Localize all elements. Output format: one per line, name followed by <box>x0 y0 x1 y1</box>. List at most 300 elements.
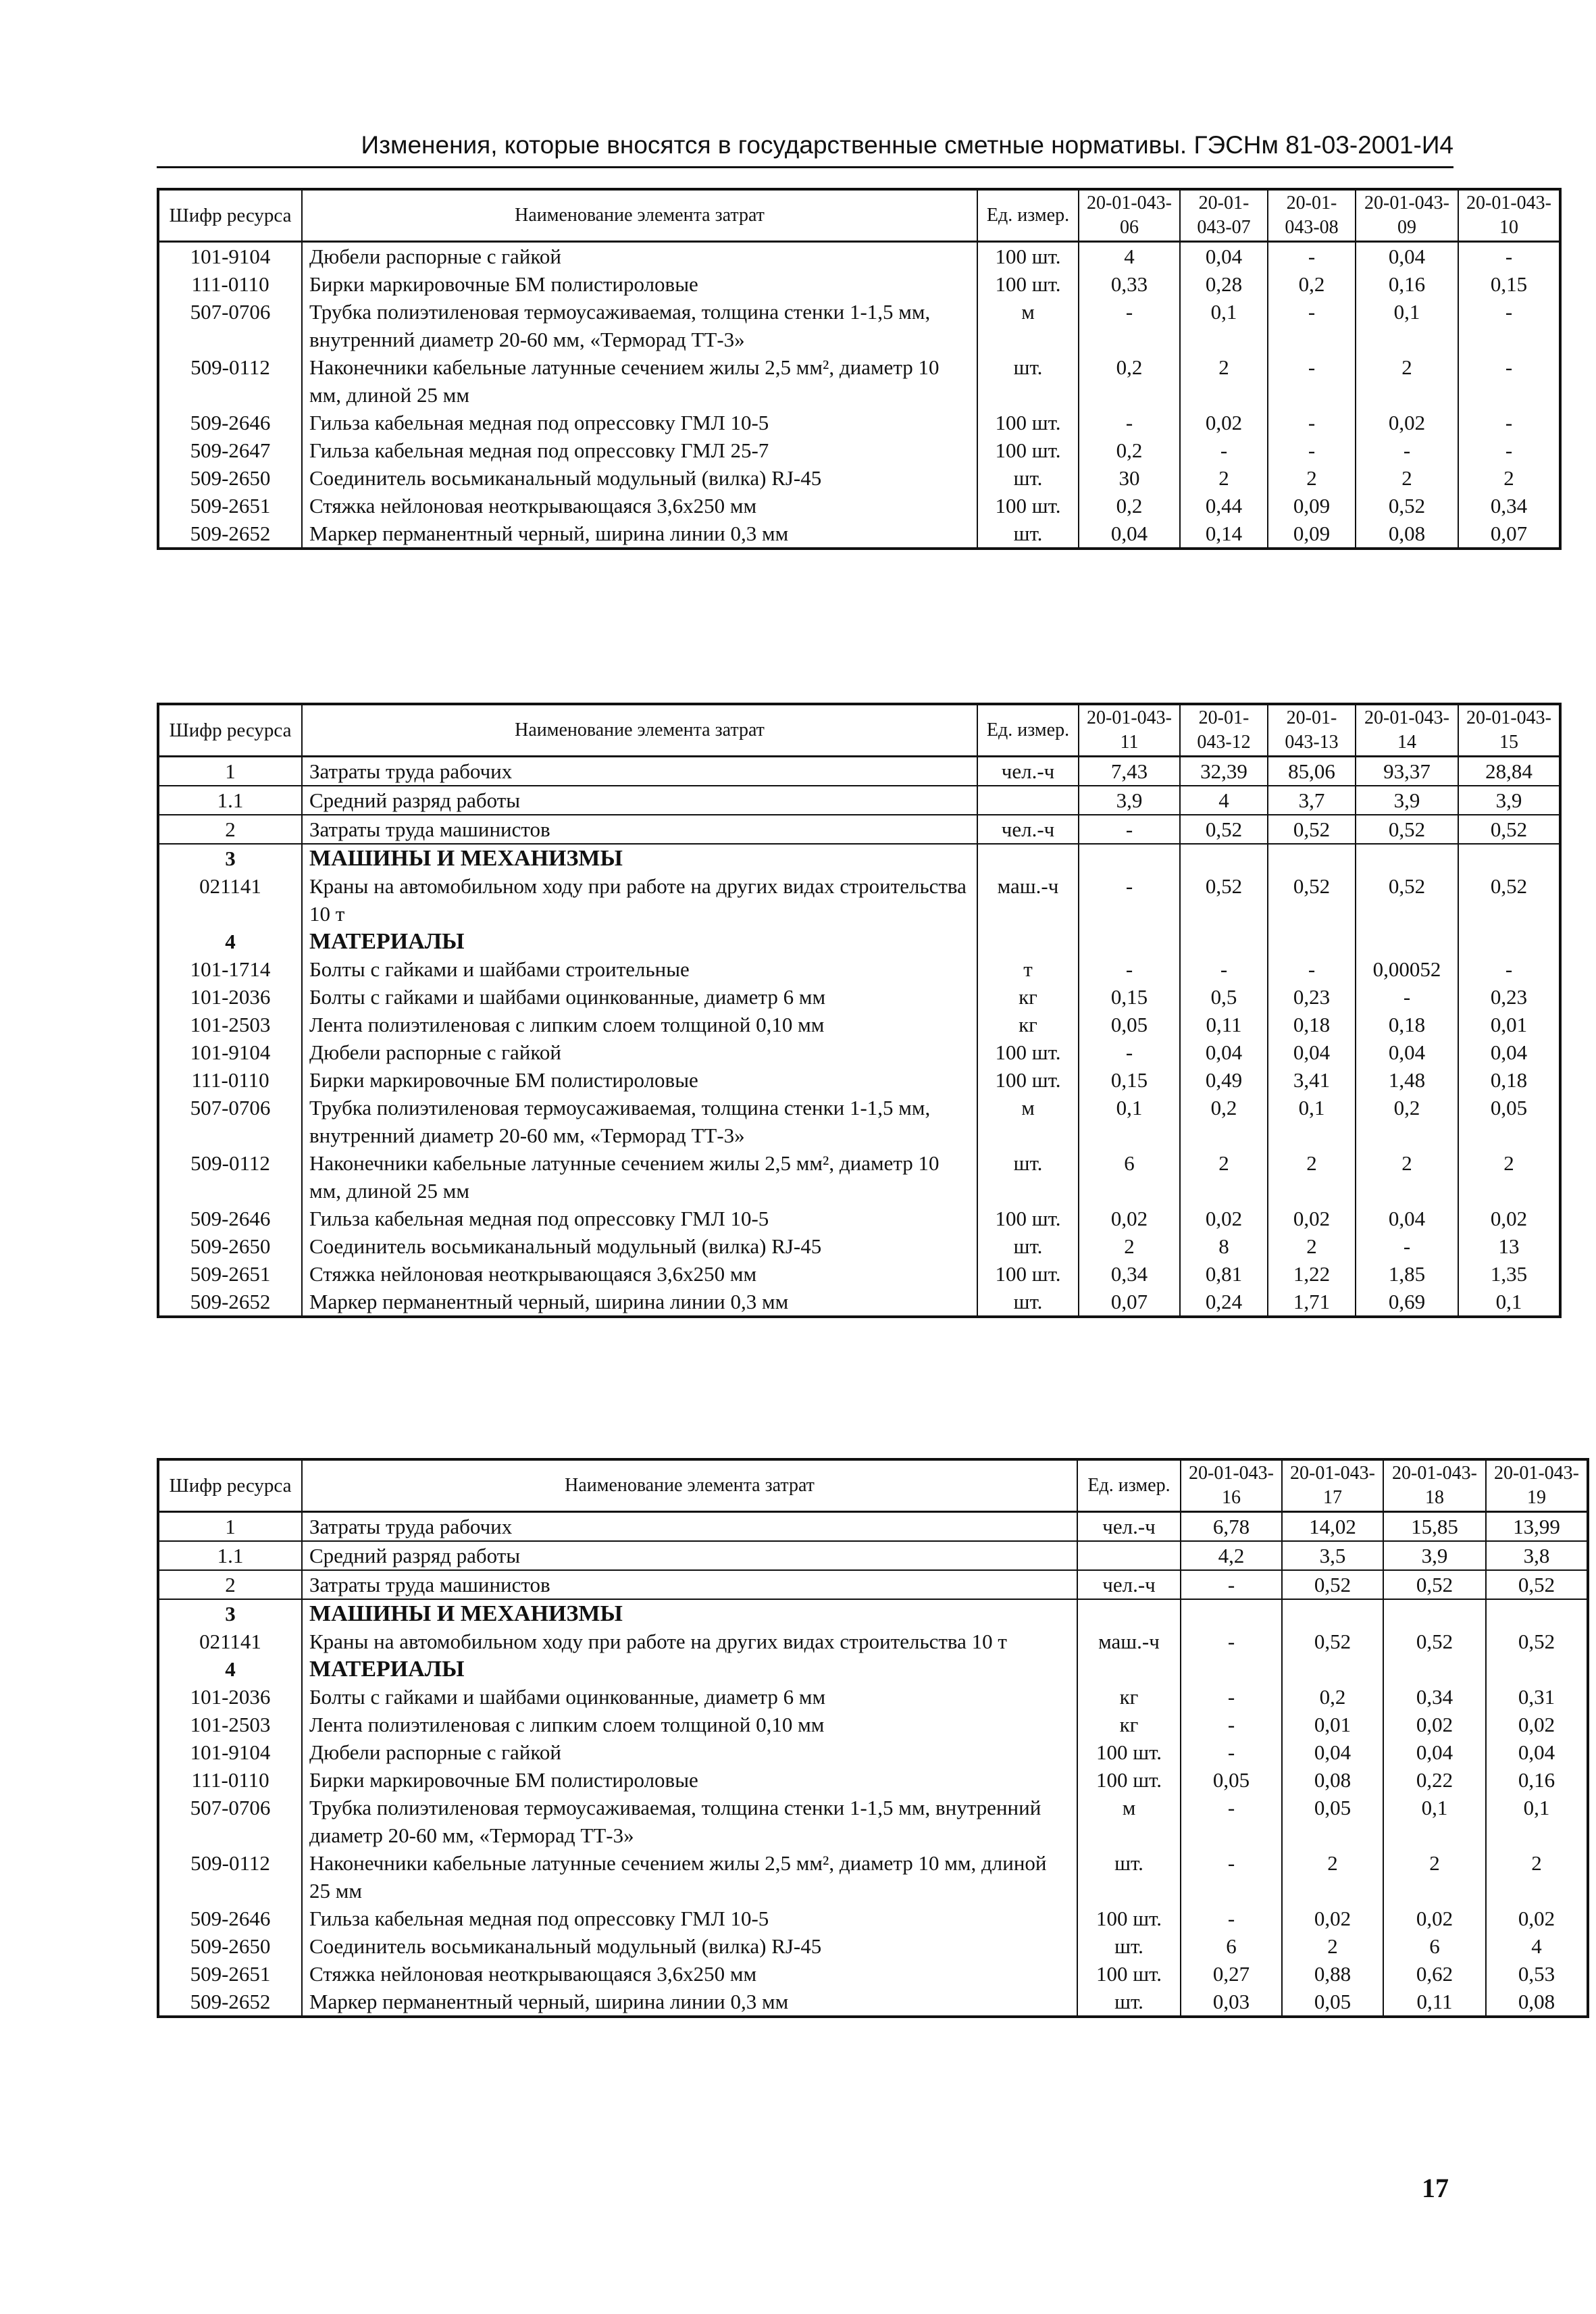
norm-value: 2 <box>1356 353 1458 409</box>
resource-code: 3 <box>158 1599 302 1628</box>
norm-value: - <box>1268 409 1356 436</box>
resource-code: 509-2646 <box>158 1905 302 1932</box>
norm-value: 1,48 <box>1356 1066 1458 1094</box>
table-row <box>158 757 1560 786</box>
table-row <box>158 1260 1560 1288</box>
resource-name: МАТЕРИАЛЫ <box>302 1655 1077 1683</box>
resource-code: 1 <box>158 1512 302 1542</box>
norm-value: 0,2 <box>1268 270 1356 298</box>
table-header-row <box>158 1459 1588 1512</box>
resource-code: 3 <box>158 844 302 872</box>
column-header-unit: Ед. измер. <box>977 704 1079 757</box>
resource-unit: 100 шт. <box>1077 1960 1181 1988</box>
column-header-norm: 20-01-043-17 <box>1282 1459 1383 1512</box>
norm-value: 0,28 <box>1180 270 1268 298</box>
norm-value: 0,34 <box>1079 1260 1180 1288</box>
norm-value: 0,02 <box>1383 1711 1486 1738</box>
norm-value <box>1356 844 1458 872</box>
table-row <box>158 1232 1560 1260</box>
resource-unit: маш.-ч <box>977 872 1079 928</box>
table-row <box>158 242 1560 271</box>
resource-name: Трубка полиэтиленовая термоусаживаемая, толщина стенки 1-1,5 мм, внутренний диаметр 20-60 мм, «Терморад ТТ-3» <box>302 1794 1077 1849</box>
table-row <box>158 1149 1560 1205</box>
norm-value: 0,04 <box>1356 1038 1458 1066</box>
norm-value <box>1383 1599 1486 1628</box>
column-header-name: Наименование элемента затрат <box>302 1459 1077 1512</box>
column-header-code: Шифр ресурса <box>158 704 302 757</box>
norm-value: 0,04 <box>1079 520 1180 549</box>
norm-value: 0,16 <box>1486 1766 1588 1794</box>
norm-value <box>1282 1655 1383 1683</box>
norm-value: 0,27 <box>1181 1960 1282 1988</box>
resource-name: МАШИНЫ И МЕХАНИЗМЫ <box>302 844 977 872</box>
resource-code: 101-1714 <box>158 955 302 983</box>
resource-unit <box>1077 1655 1181 1683</box>
norm-value: 0,04 <box>1383 1738 1486 1766</box>
norm-value: 0,11 <box>1383 1988 1486 2017</box>
table-row <box>158 270 1560 298</box>
resource-code: 509-2646 <box>158 1205 302 1232</box>
resource-unit: шт. <box>1077 1988 1181 2017</box>
norm-value: 2 <box>1282 1849 1383 1905</box>
resource-name: Затраты труда рабочих <box>302 757 977 786</box>
norm-value: 2 <box>1268 464 1356 492</box>
table-row <box>158 1794 1588 1849</box>
resource-unit: 100 шт. <box>977 492 1079 520</box>
resource-code: 101-9104 <box>158 242 302 271</box>
resource-unit <box>977 844 1079 872</box>
table-row <box>158 1766 1588 1794</box>
norm-value: 30 <box>1079 464 1180 492</box>
norm-value: 0,08 <box>1282 1766 1383 1794</box>
norm-value: 0,07 <box>1079 1288 1180 1317</box>
resource-code: 507-0706 <box>158 298 302 353</box>
norm-value <box>1282 1599 1383 1628</box>
column-header-norm: 20-01-043-13 <box>1268 704 1356 757</box>
norm-value: - <box>1268 955 1356 983</box>
resource-name: Маркер перманентный черный, ширина линии 0,3 мм <box>302 1988 1077 2017</box>
norm-value: 0,62 <box>1383 1960 1486 1988</box>
norm-value <box>1356 928 1458 955</box>
table-row <box>158 955 1560 983</box>
norm-value: 0,16 <box>1356 270 1458 298</box>
norm-value: - <box>1181 1905 1282 1932</box>
norm-value: 13 <box>1458 1232 1560 1260</box>
norm-value <box>1180 928 1268 955</box>
resource-name: Соединитель восьмиканальный модульный (вилка) RJ-45 <box>302 464 977 492</box>
resource-name: Болты с гайками и шайбами оцинкованные, диаметр 6 мм <box>302 983 977 1011</box>
column-header-norm: 20-01-043-12 <box>1180 704 1268 757</box>
norm-value: 6,78 <box>1181 1512 1282 1542</box>
norm-value: 0,23 <box>1458 983 1560 1011</box>
resource-name: Средний разряд работы <box>302 786 977 815</box>
norm-value: - <box>1458 436 1560 464</box>
norm-value: 2 <box>1356 1149 1458 1205</box>
norm-value: 0,88 <box>1282 1960 1383 1988</box>
resource-unit: 100 шт. <box>977 436 1079 464</box>
resource-unit: кг <box>1077 1683 1181 1711</box>
table-row <box>158 353 1560 409</box>
resource-code: 509-2652 <box>158 520 302 549</box>
norm-value: 0,00052 <box>1356 955 1458 983</box>
norm-value: 0,52 <box>1486 1628 1588 1655</box>
norm-value: 0,52 <box>1458 872 1560 928</box>
norm-value: 2 <box>1180 464 1268 492</box>
norm-value: - <box>1268 242 1356 271</box>
resource-name: Наконечники кабельные латунные сечением жилы 2,5 мм², диаметр 10 мм, длиной 25 мм <box>302 353 977 409</box>
column-header-norm: 20-01-043-10 <box>1458 189 1560 242</box>
resource-unit: 100 шт. <box>1077 1766 1181 1794</box>
norm-value: - <box>1458 298 1560 353</box>
table-row <box>158 1655 1588 1683</box>
norm-value: - <box>1458 409 1560 436</box>
norm-value: 0,05 <box>1181 1766 1282 1794</box>
norm-value <box>1180 844 1268 872</box>
resource-code: 4 <box>158 1655 302 1683</box>
norm-value: 0,09 <box>1268 492 1356 520</box>
norm-value <box>1181 1655 1282 1683</box>
norm-value: 4 <box>1180 786 1268 815</box>
norm-value: 0,05 <box>1282 1794 1383 1849</box>
resource-unit: м <box>1077 1794 1181 1849</box>
resource-name: Бирки маркировочные БМ полистироловые <box>302 270 977 298</box>
norm-value: 3,5 <box>1282 1541 1383 1570</box>
norm-value: 0,08 <box>1486 1988 1588 2017</box>
norm-value: 0,2 <box>1079 492 1180 520</box>
norm-value: 0,1 <box>1356 298 1458 353</box>
norm-value: 0,69 <box>1356 1288 1458 1317</box>
norm-value: - <box>1079 1038 1180 1066</box>
resource-name: Средний разряд работы <box>302 1541 1077 1570</box>
resource-name: Краны на автомобильном ходу при работе на других видах строительства 10 т <box>302 872 977 928</box>
norm-value: 6 <box>1383 1932 1486 1960</box>
norm-value: - <box>1268 353 1356 409</box>
norm-value: 1,22 <box>1268 1260 1356 1288</box>
norm-value: 28,84 <box>1458 757 1560 786</box>
column-header-code: Шифр ресурса <box>158 189 302 242</box>
table-row <box>158 1599 1588 1628</box>
norm-value <box>1181 1599 1282 1628</box>
resource-unit <box>977 786 1079 815</box>
norm-value: 2 <box>1486 1849 1588 1905</box>
table-row <box>158 1683 1588 1711</box>
resource-unit: м <box>977 298 1079 353</box>
table-row <box>158 815 1560 844</box>
resource-code: 1 <box>158 757 302 786</box>
table-row <box>158 1988 1588 2017</box>
table-row <box>158 1205 1560 1232</box>
norm-value: 0,1 <box>1383 1794 1486 1849</box>
norm-value: 2 <box>1180 1149 1268 1205</box>
norm-value: 0,2 <box>1079 353 1180 409</box>
norm-value <box>1383 1655 1486 1683</box>
norm-value: 0,52 <box>1486 1570 1588 1599</box>
norm-value: 4,2 <box>1181 1541 1282 1570</box>
norm-value <box>1458 928 1560 955</box>
norm-value: 32,39 <box>1180 757 1268 786</box>
resource-code: 021141 <box>158 1628 302 1655</box>
norm-value <box>1486 1655 1588 1683</box>
resource-unit: 100 шт. <box>1077 1905 1181 1932</box>
resource-code: 509-2651 <box>158 1260 302 1288</box>
resource-name: МАТЕРИАЛЫ <box>302 928 977 955</box>
page-number: 17 <box>1422 2173 1449 2203</box>
resource-name: Наконечники кабельные латунные сечением жилы 2,5 мм², диаметр 10 мм, длиной 25 мм <box>302 1849 1077 1905</box>
norm-value: 0,1 <box>1079 1094 1180 1149</box>
resource-name: Гильза кабельная медная под опрессовку ГМЛ 10-5 <box>302 1205 977 1232</box>
resource-unit: шт. <box>977 1288 1079 1317</box>
resource-unit: шт. <box>977 1149 1079 1205</box>
norm-value: - <box>1180 955 1268 983</box>
norm-value: 2 <box>1268 1232 1356 1260</box>
norm-value: 0,2 <box>1282 1683 1383 1711</box>
norm-value: 0,04 <box>1458 1038 1560 1066</box>
resource-unit: шт. <box>1077 1932 1181 1960</box>
norm-value: 0,01 <box>1458 1011 1560 1038</box>
norm-value: 0,23 <box>1268 983 1356 1011</box>
resource-code: 111-0110 <box>158 1066 302 1094</box>
resource-name: Затраты труда рабочих <box>302 1512 1077 1542</box>
norm-value: 0,04 <box>1268 1038 1356 1066</box>
norm-value: 93,37 <box>1356 757 1458 786</box>
table-row <box>158 1711 1588 1738</box>
resource-unit: кг <box>977 1011 1079 1038</box>
resource-code: 507-0706 <box>158 1094 302 1149</box>
norm-value: 0,31 <box>1486 1683 1588 1711</box>
resource-code: 509-2650 <box>158 1932 302 1960</box>
norm-value: 1,85 <box>1356 1260 1458 1288</box>
norm-value: 3,9 <box>1458 786 1560 815</box>
resource-unit: 100 шт. <box>977 242 1079 271</box>
norm-value: 0,02 <box>1486 1905 1588 1932</box>
norm-value: - <box>1181 1628 1282 1655</box>
resource-unit: чел.-ч <box>977 815 1079 844</box>
norm-value: 0,18 <box>1356 1011 1458 1038</box>
norm-value: 2 <box>1458 1149 1560 1205</box>
norm-value: 0,44 <box>1180 492 1268 520</box>
column-header-norm: 20-01-043-06 <box>1079 189 1180 242</box>
norm-value: 0,1 <box>1486 1794 1588 1849</box>
table-row <box>158 1094 1560 1149</box>
table-row <box>158 464 1560 492</box>
norm-value: 2 <box>1458 464 1560 492</box>
resource-code: 509-0112 <box>158 1849 302 1905</box>
column-header-norm: 20-01-043-09 <box>1356 189 1458 242</box>
norm-value: 0,14 <box>1180 520 1268 549</box>
norm-value: 0,01 <box>1282 1711 1383 1738</box>
resource-code: 111-0110 <box>158 1766 302 1794</box>
norm-value: 3,8 <box>1486 1541 1588 1570</box>
resource-unit: кг <box>977 983 1079 1011</box>
norm-value: 7,43 <box>1079 757 1180 786</box>
norm-value: - <box>1181 1570 1282 1599</box>
resource-name: Маркер перманентный черный, ширина линии 0,3 мм <box>302 1288 977 1317</box>
resource-unit: 100 шт. <box>977 1066 1079 1094</box>
table-row <box>158 786 1560 815</box>
resource-code: 509-2650 <box>158 1232 302 1260</box>
resource-code: 101-2036 <box>158 1683 302 1711</box>
norm-value: - <box>1268 298 1356 353</box>
table-header-row <box>158 704 1560 757</box>
norm-value: 2 <box>1268 1149 1356 1205</box>
norm-value: - <box>1181 1849 1282 1905</box>
norm-value: 3,9 <box>1356 786 1458 815</box>
column-header-norm: 20-01-043-14 <box>1356 704 1458 757</box>
column-header-name: Наименование элемента затрат <box>302 704 977 757</box>
resource-name: Дюбели распорные с гайкой <box>302 242 977 271</box>
norm-value: 0,49 <box>1180 1066 1268 1094</box>
resource-name: Гильза кабельная медная под опрессовку ГМЛ 10-5 <box>302 1905 1077 1932</box>
resource-name: Дюбели распорные с гайкой <box>302 1738 1077 1766</box>
column-header-name: Наименование элемента затрат <box>302 189 977 242</box>
norm-value: 0,02 <box>1180 1205 1268 1232</box>
norm-value: 0,05 <box>1079 1011 1180 1038</box>
table-row <box>158 928 1560 955</box>
norm-value: 0,52 <box>1180 815 1268 844</box>
resource-code: 2 <box>158 1570 302 1599</box>
norm-value: 6 <box>1079 1149 1180 1205</box>
norm-value: 3,7 <box>1268 786 1356 815</box>
norm-value: 0,52 <box>1356 815 1458 844</box>
resource-code: 509-2646 <box>158 409 302 436</box>
resource-unit: шт. <box>977 1232 1079 1260</box>
resource-code: 509-2647 <box>158 436 302 464</box>
resource-unit: м <box>977 1094 1079 1149</box>
resource-code: 1.1 <box>158 1541 302 1570</box>
norm-value: 0,09 <box>1268 520 1356 549</box>
resource-code: 509-0112 <box>158 1149 302 1205</box>
norm-value: 0,52 <box>1383 1570 1486 1599</box>
norm-value: 2 <box>1356 464 1458 492</box>
resource-unit: 100 шт. <box>977 270 1079 298</box>
resource-code: 509-0112 <box>158 353 302 409</box>
resource-code: 101-2503 <box>158 1011 302 1038</box>
resource-name: Соединитель восьмиканальный модульный (вилка) RJ-45 <box>302 1932 1077 1960</box>
norm-value: 0,52 <box>1268 815 1356 844</box>
resource-code: 101-9104 <box>158 1038 302 1066</box>
table-row <box>158 409 1560 436</box>
table-row <box>158 1541 1588 1570</box>
norm-value: 2 <box>1180 353 1268 409</box>
resource-name: Бирки маркировочные БМ полистироловые <box>302 1066 977 1094</box>
norm-value: 0,52 <box>1282 1628 1383 1655</box>
resource-unit <box>1077 1541 1181 1570</box>
norm-value: 0,05 <box>1458 1094 1560 1149</box>
table-row <box>158 520 1560 549</box>
norm-value: 0,2 <box>1079 436 1180 464</box>
table-row <box>158 1570 1588 1599</box>
resource-table-2 <box>157 703 1562 1318</box>
norm-value: 0,15 <box>1079 983 1180 1011</box>
norm-value: 0,04 <box>1282 1738 1383 1766</box>
column-header-norm: 20-01-043-15 <box>1458 704 1560 757</box>
norm-value <box>1458 844 1560 872</box>
norm-value: 4 <box>1079 242 1180 271</box>
resource-name: Дюбели распорные с гайкой <box>302 1038 977 1066</box>
table-row <box>158 872 1560 928</box>
resource-name: Наконечники кабельные латунные сечением жилы 2,5 мм², диаметр 10 мм, длиной 25 мм <box>302 1149 977 1205</box>
norm-value: 0,52 <box>1268 872 1356 928</box>
norm-value: 0,02 <box>1268 1205 1356 1232</box>
norm-value: 0,52 <box>1282 1570 1383 1599</box>
resource-unit: чел.-ч <box>1077 1512 1181 1542</box>
norm-value: 0,1 <box>1180 298 1268 353</box>
norm-value: 0,34 <box>1458 492 1560 520</box>
table-row <box>158 298 1560 353</box>
norm-value: - <box>1268 436 1356 464</box>
table-row <box>158 492 1560 520</box>
norm-value: 4 <box>1486 1932 1588 1960</box>
norm-value: 0,5 <box>1180 983 1268 1011</box>
norm-value: 0,52 <box>1458 815 1560 844</box>
norm-value: - <box>1356 1232 1458 1260</box>
column-header-code: Шифр ресурса <box>158 1459 302 1512</box>
resource-name: Стяжка нейлоновая неоткрывающаяся 3,6х250 мм <box>302 1260 977 1288</box>
resource-unit: шт. <box>1077 1849 1181 1905</box>
resource-code: 4 <box>158 928 302 955</box>
column-header-norm: 20-01-043-07 <box>1180 189 1268 242</box>
norm-value: 0,1 <box>1458 1288 1560 1317</box>
norm-value: 0,2 <box>1180 1094 1268 1149</box>
column-header-norm: 20-01-043-11 <box>1079 704 1180 757</box>
resource-unit: шт. <box>977 464 1079 492</box>
norm-value: 1,35 <box>1458 1260 1560 1288</box>
resource-table-1 <box>157 188 1562 550</box>
norm-value: - <box>1458 955 1560 983</box>
norm-value <box>1079 928 1180 955</box>
norm-value: 0,52 <box>1356 872 1458 928</box>
resource-unit: чел.-ч <box>1077 1570 1181 1599</box>
table-row <box>158 1512 1588 1542</box>
norm-value: 13,99 <box>1486 1512 1588 1542</box>
norm-value: - <box>1180 436 1268 464</box>
norm-value: 0,15 <box>1079 1066 1180 1094</box>
resource-code: 021141 <box>158 872 302 928</box>
resource-code: 509-2652 <box>158 1988 302 2017</box>
resource-code: 509-2650 <box>158 464 302 492</box>
table-row <box>158 1011 1560 1038</box>
resource-name: Краны на автомобильном ходу при работе на других видах строительства 10 т <box>302 1628 1077 1655</box>
resource-name: Гильза кабельная медная под опрессовку ГМЛ 25-7 <box>302 436 977 464</box>
resource-code: 1.1 <box>158 786 302 815</box>
norm-value: 0,11 <box>1180 1011 1268 1038</box>
table-row <box>158 1628 1588 1655</box>
resource-code: 101-2503 <box>158 1711 302 1738</box>
resource-name: Лента полиэтиленовая с липким слоем толщиной 0,10 мм <box>302 1011 977 1038</box>
norm-value: 0,02 <box>1180 409 1268 436</box>
table-row <box>158 1038 1560 1066</box>
norm-value: 8 <box>1180 1232 1268 1260</box>
resource-name: Трубка полиэтиленовая термоусаживаемая, толщина стенки 1-1,5 мм, внутренний диаметр 20-60 мм, «Терморад ТТ-3» <box>302 298 977 353</box>
norm-value: - <box>1181 1794 1282 1849</box>
table-row <box>158 1738 1588 1766</box>
table-row <box>158 1960 1588 1988</box>
norm-value: - <box>1079 955 1180 983</box>
norm-value: 0,52 <box>1356 492 1458 520</box>
table-row <box>158 1905 1588 1932</box>
resource-unit: 100 шт. <box>1077 1738 1181 1766</box>
resource-unit: т <box>977 955 1079 983</box>
norm-value: 0,18 <box>1268 1011 1356 1038</box>
table-row <box>158 1932 1588 1960</box>
norm-value: 0,02 <box>1356 409 1458 436</box>
resource-unit: 100 шт. <box>977 409 1079 436</box>
resource-unit: 100 шт. <box>977 1038 1079 1066</box>
table-row <box>158 844 1560 872</box>
resource-unit: шт. <box>977 353 1079 409</box>
norm-value: - <box>1079 409 1180 436</box>
norm-value: - <box>1079 872 1180 928</box>
